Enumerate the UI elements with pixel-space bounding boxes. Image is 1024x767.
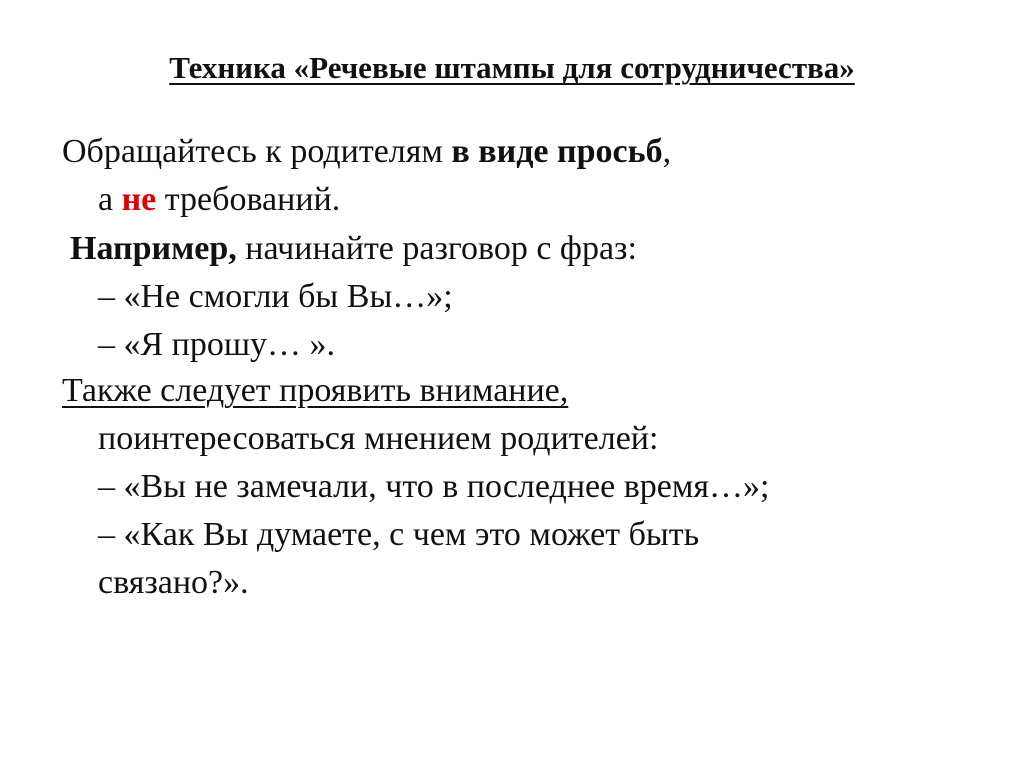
slide-title bbox=[0, 48, 1024, 88]
paragraph-line-7: поинтересоваться мнением родителей: bbox=[98, 420, 659, 457]
phrase-example-3: – «Вы не замечали, что в последнее время…»; bbox=[98, 468, 770, 505]
slide-title-text: Техника «Речевые штампы для сотрудничества» bbox=[169, 50, 855, 85]
line-1-end-text: , bbox=[662, 133, 672, 170]
phrase-example-1: – «Не смогли бы Вы…»; bbox=[98, 278, 453, 315]
paragraph-line-3 bbox=[70, 227, 637, 271]
paragraph-line-2 bbox=[98, 178, 340, 222]
line-3-text: начинайте разговор с фраз: bbox=[236, 230, 637, 267]
line-2-red-text: не bbox=[121, 181, 157, 218]
phrase-example-4-continued: связано?». bbox=[98, 564, 249, 601]
line-2-end-text: требований. bbox=[156, 181, 341, 218]
phrase-example-4: – «Как Вы думаете, с чем это может быть bbox=[98, 516, 700, 553]
phrase-example-2: – «Я прошу… ». bbox=[98, 326, 336, 363]
line-2-text: а bbox=[98, 181, 122, 218]
line-1-text: Обращайтесь к родителям bbox=[62, 133, 452, 170]
paragraph-line-1 bbox=[62, 130, 671, 174]
line-6-underlined-text: Также следует проявить внимание, bbox=[62, 372, 569, 409]
line-3-bold-text: Например, bbox=[70, 230, 237, 267]
line-1-bold-text: в виде просьб bbox=[451, 133, 663, 170]
paragraph-line-6 bbox=[62, 369, 568, 413]
